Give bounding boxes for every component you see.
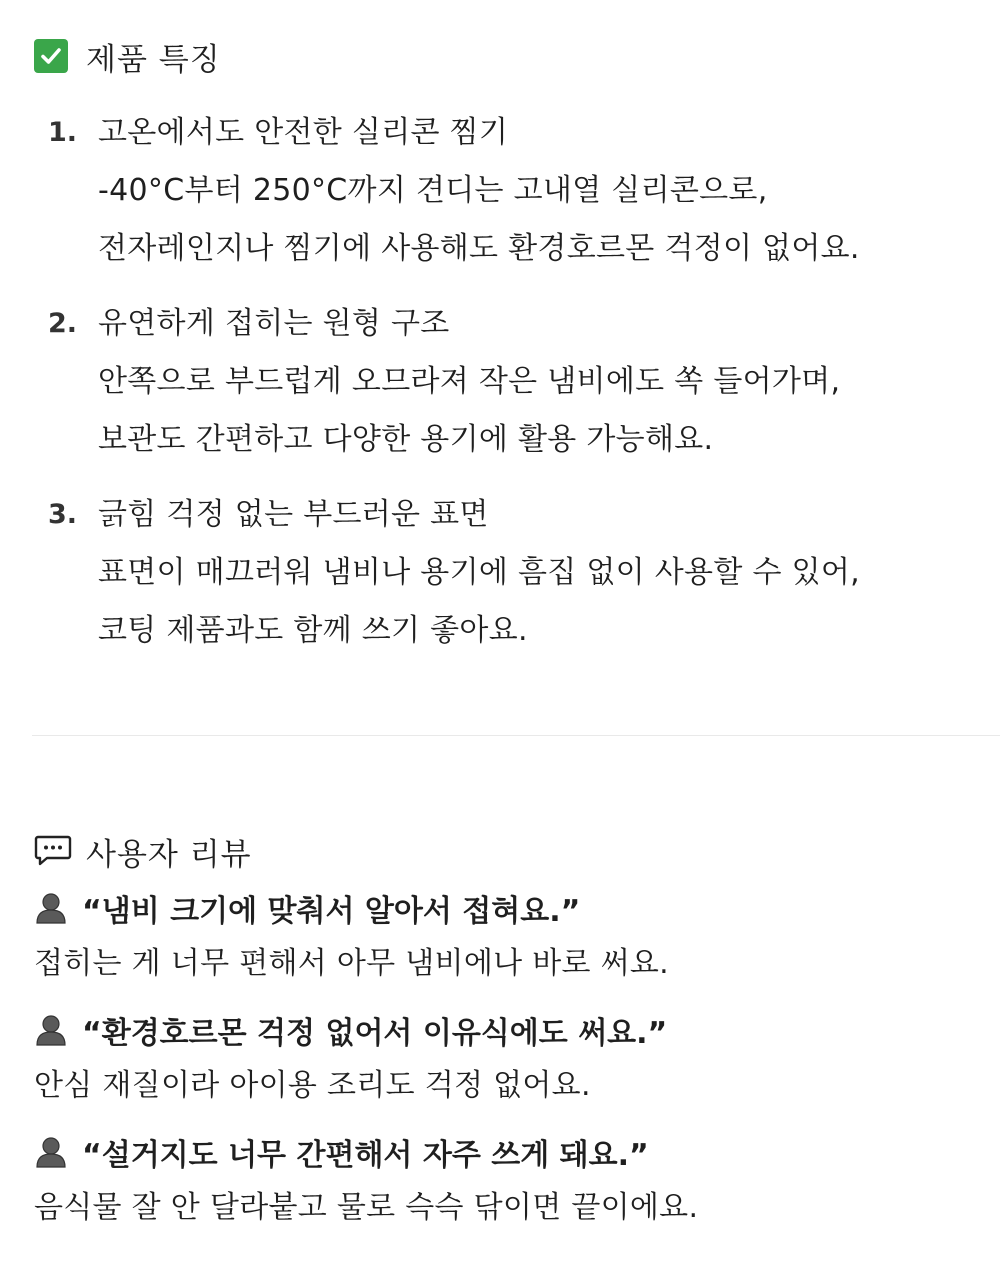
review-quote-text: “냄비 크기에 맞춰서 알아서 접혀요.” [82,894,581,929]
user-silhouette-icon [34,1013,68,1047]
review-item [34,878,984,990]
review-body: 접히는 게 너무 편해서 아무 냄비에나 바로 써요. [34,946,670,981]
feature-description-line: -40°C부터 250°C까지 견디는 고내열 실리콘으로, [98,173,768,208]
feature-list [34,104,984,660]
section-divider [32,735,1000,736]
feature-title: 유연하게 접히는 원형 구조 [98,306,450,341]
review-quote [34,878,984,938]
user-silhouette-icon [34,891,68,925]
feature-description-line: 코팅 제품과도 함께 쓰기 좋아요. [98,613,528,648]
review-body: 음식물 잘 안 달라붙고 물로 슥슥 닦이면 끝이에요. [34,1190,699,1225]
review-quote-text: “설거지도 너무 간편해서 자주 쓰게 돼요.” [82,1138,649,1173]
feature-description-line: 안쪽으로 부드럽게 오므라져 작은 냄비에도 쏙 들어가며, [98,364,841,399]
check-box-icon [34,39,68,73]
feature-title: 긁힘 걱정 없는 부드러운 표면 [98,497,489,532]
feature-description-line: 표면이 매끄러워 냄비나 용기에 흠집 없이 사용할 수 있어, [98,555,860,590]
speech-bubble-icon [34,834,72,868]
review-quote [34,1122,984,1182]
reviews-heading [34,824,984,878]
feature-number: 3. [48,499,78,530]
feature-number: 2. [48,308,78,339]
review-quote [34,1000,984,1060]
feature-description-line: 보관도 간편하고 다양한 용기에 활용 가능해요. [98,422,714,457]
features-heading-text: 제품 특징 [86,41,221,78]
user-silhouette-icon [34,1135,68,1169]
features-heading [34,30,984,82]
feature-item [34,104,984,278]
review-item [34,1000,984,1112]
review-body: 안심 재질이라 아이용 조리도 걱정 없어요. [34,1068,591,1103]
features-section [34,30,984,677]
review-item [34,1122,984,1234]
feature-item [34,295,984,469]
reviews-section [34,824,984,1244]
review-quote-text: “환경호르몬 걱정 없어서 이유식에도 써요.” [82,1016,668,1051]
feature-description-line: 전자레인지나 찜기에 사용해도 환경호르몬 걱정이 없어요. [98,231,860,266]
feature-title: 고온에서도 안전한 실리콘 찜기 [98,115,509,150]
feature-item [34,486,984,660]
reviews-heading-text: 사용자 리뷰 [86,836,252,873]
feature-number: 1. [48,117,78,148]
